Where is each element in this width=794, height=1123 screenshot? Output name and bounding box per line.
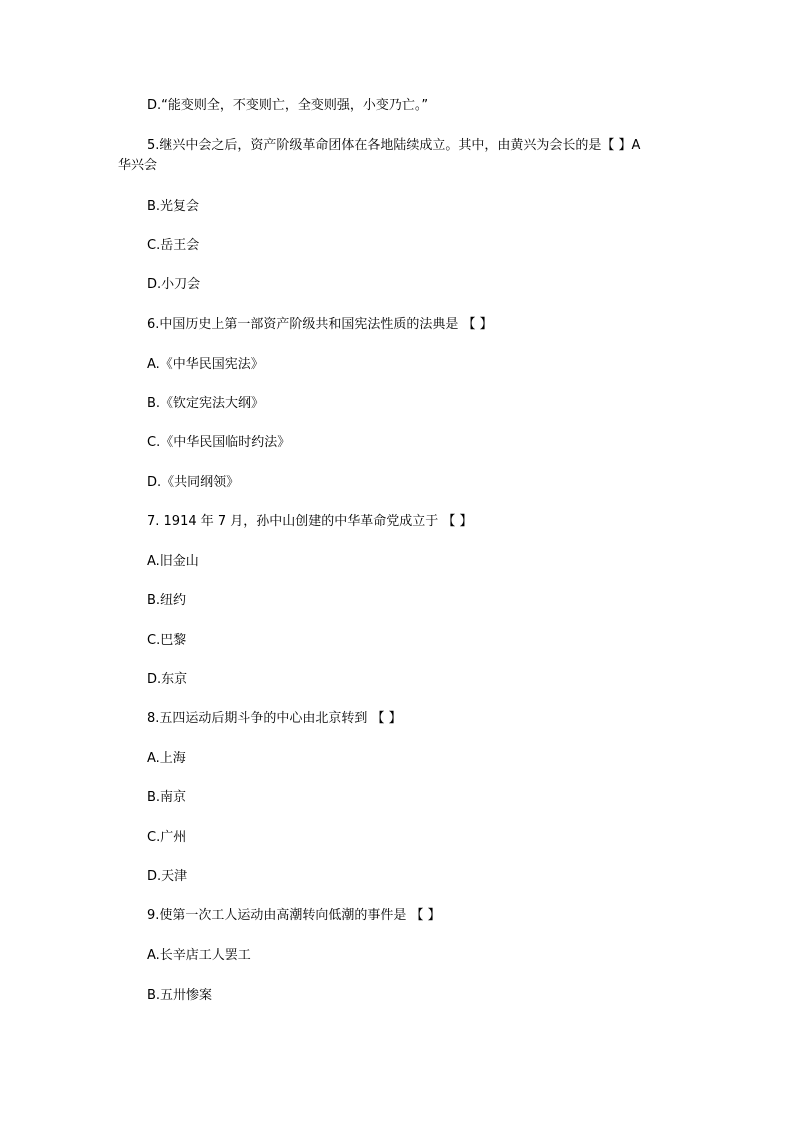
q6-option-c: C.《中华民国临时约法》 — [147, 435, 291, 450]
q6-option-b: B.《钦定宪法大纲》 — [147, 396, 265, 411]
q9-stem: 9.使第一次工人运动由高潮转向低潮的事件是 【 】 — [147, 908, 441, 923]
q7-stem: 7. 1914 年 7 月，孙中山创建的中华革命党成立于 【 】 — [147, 514, 473, 529]
q5-stem-line-1: 5.继兴中会之后，资产阶级革命团体在各地陆续成立。其中，由黄兴为会长的是【 】A — [147, 138, 641, 153]
q6-option-d: D.《共同纲领》 — [147, 475, 240, 490]
q7-option-d: D.东京 — [147, 672, 188, 687]
q8-option-a: A.上海 — [147, 751, 186, 766]
q9-option-a: A.长辛店工人罢工 — [147, 948, 251, 963]
q7-option-a: A.旧金山 — [147, 554, 199, 569]
q5-option-c: C.岳王会 — [147, 238, 200, 253]
q4-option-d: D.“能变则全，不变则亡，全变则强，小变乃亡。” — [147, 98, 429, 113]
q7-option-c: C.巴黎 — [147, 633, 187, 648]
q9-option-b: B.五卅惨案 — [147, 988, 213, 1003]
q8-stem: 8.五四运动后期斗争的中心由北京转到 【 】 — [147, 711, 402, 726]
q7-option-b: B.纽约 — [147, 593, 187, 608]
q6-stem: 6.中国历史上第一部资产阶级共和国宪法性质的法典是 【 】 — [147, 317, 493, 332]
q8-option-d: D.天津 — [147, 869, 188, 884]
q5-option-d: D.小刀会 — [147, 277, 201, 292]
q5-stem-line-2: 华兴会 — [118, 158, 158, 173]
q8-option-c: C.广州 — [147, 830, 187, 845]
q8-option-b: B.南京 — [147, 790, 187, 805]
q6-option-a: A.《中华民国宪法》 — [147, 357, 264, 372]
q5-option-b: B.光复会 — [147, 199, 200, 214]
